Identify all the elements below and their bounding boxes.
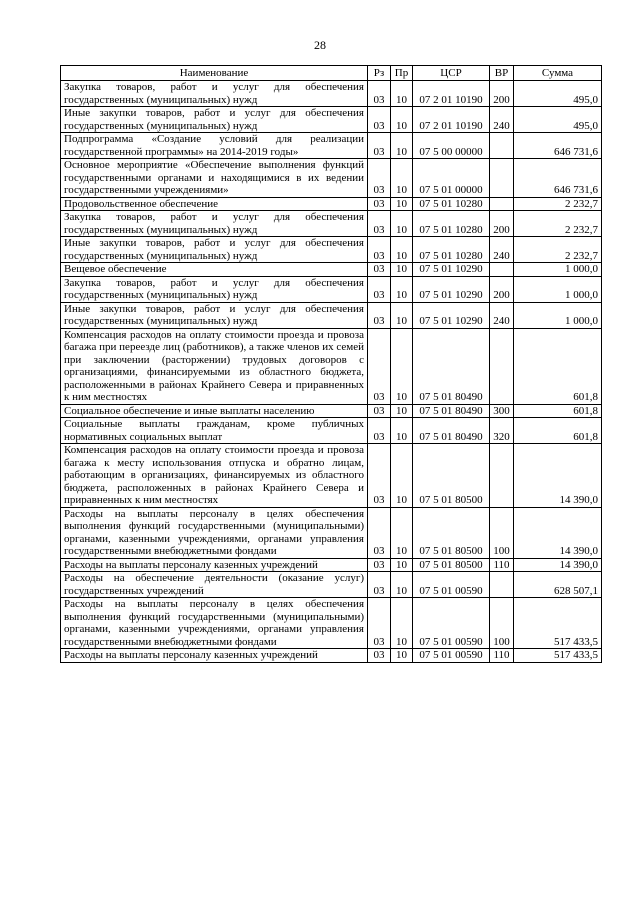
table-row bbox=[61, 81, 602, 107]
cell-sum: 517 433,5 bbox=[514, 598, 602, 649]
header-csr: ЦСР bbox=[413, 66, 490, 81]
cell-vr: 110 bbox=[490, 558, 514, 572]
cell-rz: 03 bbox=[368, 302, 391, 328]
table-row bbox=[61, 159, 602, 198]
cell-csr: 07 5 01 10280 bbox=[413, 197, 490, 211]
table-row bbox=[61, 263, 602, 277]
cell-pr: 10 bbox=[391, 159, 413, 198]
cell-name: Расходы на выплаты персоналу в целях обеспечения выполнения функций государственными (муниципальными) органами, казенными учреждениями, органами управления государственными внебюджетными фондами bbox=[61, 598, 368, 649]
table-row bbox=[61, 404, 602, 418]
cell-rz: 03 bbox=[368, 263, 391, 277]
cell-name: Социальное обеспечение и иные выплаты населению bbox=[61, 404, 368, 418]
header-rz: Рз bbox=[368, 66, 391, 81]
cell-rz: 03 bbox=[368, 81, 391, 107]
cell-pr: 10 bbox=[391, 197, 413, 211]
cell-vr bbox=[490, 572, 514, 598]
cell-pr: 10 bbox=[391, 598, 413, 649]
cell-rz: 03 bbox=[368, 598, 391, 649]
cell-name: Иные закупки товаров, работ и услуг для обеспечения государственных (муниципальных) нужд bbox=[61, 107, 368, 133]
cell-sum: 646 731,6 bbox=[514, 159, 602, 198]
cell-csr: 07 5 01 80500 bbox=[413, 558, 490, 572]
cell-pr: 10 bbox=[391, 302, 413, 328]
cell-name: Закупка товаров, работ и услуг для обеспечения государственных (муниципальных) нужд bbox=[61, 81, 368, 107]
cell-sum: 495,0 bbox=[514, 81, 602, 107]
cell-rz: 03 bbox=[368, 133, 391, 159]
cell-vr bbox=[490, 328, 514, 404]
page-number: 28 bbox=[314, 38, 326, 52]
cell-sum: 2 232,7 bbox=[514, 197, 602, 211]
cell-name: Расходы на выплаты персоналу в целях обеспечения выполнения функций государственными (муниципальными) органами, казенными учреждениями, органами управления государственными внебюджетными фондами bbox=[61, 507, 368, 558]
cell-sum: 646 731,6 bbox=[514, 133, 602, 159]
cell-csr: 07 5 01 00590 bbox=[413, 572, 490, 598]
table-row bbox=[61, 558, 602, 572]
cell-sum: 628 507,1 bbox=[514, 572, 602, 598]
cell-name: Закупка товаров, работ и услуг для обеспечения государственных (муниципальных) нужд bbox=[61, 276, 368, 302]
cell-rz: 03 bbox=[368, 197, 391, 211]
cell-csr: 07 5 01 00000 bbox=[413, 159, 490, 198]
cell-name: Иные закупки товаров, работ и услуг для обеспечения государственных (муниципальных) нужд bbox=[61, 237, 368, 263]
cell-csr: 07 5 01 00590 bbox=[413, 598, 490, 649]
cell-vr: 200 bbox=[490, 81, 514, 107]
table-row bbox=[61, 107, 602, 133]
cell-name: Закупка товаров, работ и услуг для обеспечения государственных (муниципальных) нужд bbox=[61, 211, 368, 237]
cell-vr: 300 bbox=[490, 404, 514, 418]
table-row bbox=[61, 444, 602, 508]
cell-pr: 10 bbox=[391, 276, 413, 302]
cell-pr: 10 bbox=[391, 211, 413, 237]
cell-vr: 200 bbox=[490, 276, 514, 302]
cell-name: Компенсация расходов на оплату стоимости проезда и провоза багажа к месту использования отпуска и обратно лицам, работающим в организациях, финансируемых из областного бюджета, расположенных в районах Крайнего Севера и приравненных к ним местностях bbox=[61, 444, 368, 508]
cell-csr: 07 5 01 10280 bbox=[413, 237, 490, 263]
cell-pr: 10 bbox=[391, 263, 413, 277]
cell-csr: 07 5 01 80490 bbox=[413, 404, 490, 418]
cell-csr: 07 5 01 80500 bbox=[413, 444, 490, 508]
cell-csr: 07 5 00 00000 bbox=[413, 133, 490, 159]
cell-vr bbox=[490, 133, 514, 159]
cell-pr: 10 bbox=[391, 107, 413, 133]
cell-sum: 1 000,0 bbox=[514, 263, 602, 277]
cell-vr: 240 bbox=[490, 237, 514, 263]
table-row bbox=[61, 197, 602, 211]
cell-vr: 100 bbox=[490, 507, 514, 558]
cell-rz: 03 bbox=[368, 507, 391, 558]
cell-csr: 07 5 01 10290 bbox=[413, 263, 490, 277]
cell-sum: 2 232,7 bbox=[514, 211, 602, 237]
cell-name: Расходы на выплаты персоналу казенных учреждений bbox=[61, 649, 368, 663]
cell-vr: 200 bbox=[490, 211, 514, 237]
cell-sum: 517 433,5 bbox=[514, 649, 602, 663]
table-row bbox=[61, 649, 602, 663]
cell-name: Расходы на обеспечение деятельности (оказание услуг) государственных учреждений bbox=[61, 572, 368, 598]
table-header-row bbox=[61, 66, 602, 81]
cell-name: Основное мероприятие «Обеспечение выполнения функций государственными органами и находящимися в их ведении государственными учреждениями» bbox=[61, 159, 368, 198]
cell-rz: 03 bbox=[368, 237, 391, 263]
cell-sum: 601,8 bbox=[514, 404, 602, 418]
cell-csr: 07 5 01 10290 bbox=[413, 276, 490, 302]
cell-sum: 1 000,0 bbox=[514, 276, 602, 302]
table-row bbox=[61, 237, 602, 263]
table-row bbox=[61, 598, 602, 649]
cell-sum: 495,0 bbox=[514, 107, 602, 133]
cell-name: Компенсация расходов на оплату стоимости проезда и провоза багажа при переезде лиц (работников), а также членов их семей при заключении (расторжении) трудовых договоров с организациями, финансируемыми из областного бюджета, расположенными в районах Крайнего Севера и приравненных к ним местностях bbox=[61, 328, 368, 404]
cell-csr: 07 5 01 00590 bbox=[413, 649, 490, 663]
cell-name: Иные закупки товаров, работ и услуг для обеспечения государственных (муниципальных) нужд bbox=[61, 302, 368, 328]
table-row bbox=[61, 572, 602, 598]
cell-pr: 10 bbox=[391, 572, 413, 598]
cell-rz: 03 bbox=[368, 404, 391, 418]
budget-table bbox=[60, 65, 602, 663]
cell-sum: 14 390,0 bbox=[514, 558, 602, 572]
cell-vr: 320 bbox=[490, 418, 514, 444]
cell-csr: 07 2 01 10190 bbox=[413, 107, 490, 133]
cell-pr: 10 bbox=[391, 404, 413, 418]
table-body bbox=[61, 81, 602, 663]
cell-csr: 07 5 01 80500 bbox=[413, 507, 490, 558]
cell-pr: 10 bbox=[391, 507, 413, 558]
cell-pr: 10 bbox=[391, 558, 413, 572]
cell-rz: 03 bbox=[368, 159, 391, 198]
header-vr: ВР bbox=[490, 66, 514, 81]
cell-rz: 03 bbox=[368, 328, 391, 404]
cell-vr: 240 bbox=[490, 107, 514, 133]
cell-sum: 1 000,0 bbox=[514, 302, 602, 328]
cell-vr bbox=[490, 159, 514, 198]
cell-sum: 2 232,7 bbox=[514, 237, 602, 263]
cell-name: Подпрограмма «Создание условий для реализации государственной программы» на 2014-2019 годы» bbox=[61, 133, 368, 159]
cell-csr: 07 2 01 10190 bbox=[413, 81, 490, 107]
cell-name: Расходы на выплаты персоналу казенных учреждений bbox=[61, 558, 368, 572]
cell-pr: 10 bbox=[391, 81, 413, 107]
cell-pr: 10 bbox=[391, 133, 413, 159]
table-row bbox=[61, 418, 602, 444]
cell-pr: 10 bbox=[391, 328, 413, 404]
cell-sum: 601,8 bbox=[514, 418, 602, 444]
cell-rz: 03 bbox=[368, 572, 391, 598]
cell-pr: 10 bbox=[391, 237, 413, 263]
cell-pr: 10 bbox=[391, 444, 413, 508]
cell-pr: 10 bbox=[391, 418, 413, 444]
cell-rz: 03 bbox=[368, 276, 391, 302]
cell-csr: 07 5 01 80490 bbox=[413, 328, 490, 404]
header-pr: Пр bbox=[391, 66, 413, 81]
cell-name: Продовольственное обеспечение bbox=[61, 197, 368, 211]
cell-name: Социальные выплаты гражданам, кроме публичных нормативных социальных выплат bbox=[61, 418, 368, 444]
cell-vr bbox=[490, 197, 514, 211]
table-row bbox=[61, 211, 602, 237]
cell-csr: 07 5 01 10280 bbox=[413, 211, 490, 237]
cell-vr bbox=[490, 444, 514, 508]
cell-csr: 07 5 01 10290 bbox=[413, 302, 490, 328]
cell-sum: 14 390,0 bbox=[514, 507, 602, 558]
cell-rz: 03 bbox=[368, 558, 391, 572]
cell-rz: 03 bbox=[368, 418, 391, 444]
cell-sum: 601,8 bbox=[514, 328, 602, 404]
cell-sum: 14 390,0 bbox=[514, 444, 602, 508]
table-row bbox=[61, 507, 602, 558]
cell-rz: 03 bbox=[368, 107, 391, 133]
cell-rz: 03 bbox=[368, 649, 391, 663]
cell-name: Вещевое обеспечение bbox=[61, 263, 368, 277]
cell-rz: 03 bbox=[368, 211, 391, 237]
table-row bbox=[61, 133, 602, 159]
cell-pr: 10 bbox=[391, 649, 413, 663]
header-sum: Сумма bbox=[514, 66, 602, 81]
table-row bbox=[61, 328, 602, 404]
cell-vr: 240 bbox=[490, 302, 514, 328]
header-name: Наименование bbox=[61, 66, 368, 81]
table-row bbox=[61, 302, 602, 328]
cell-csr: 07 5 01 80490 bbox=[413, 418, 490, 444]
cell-rz: 03 bbox=[368, 444, 391, 508]
cell-vr: 110 bbox=[490, 649, 514, 663]
cell-vr bbox=[490, 263, 514, 277]
cell-vr: 100 bbox=[490, 598, 514, 649]
table-row bbox=[61, 276, 602, 302]
